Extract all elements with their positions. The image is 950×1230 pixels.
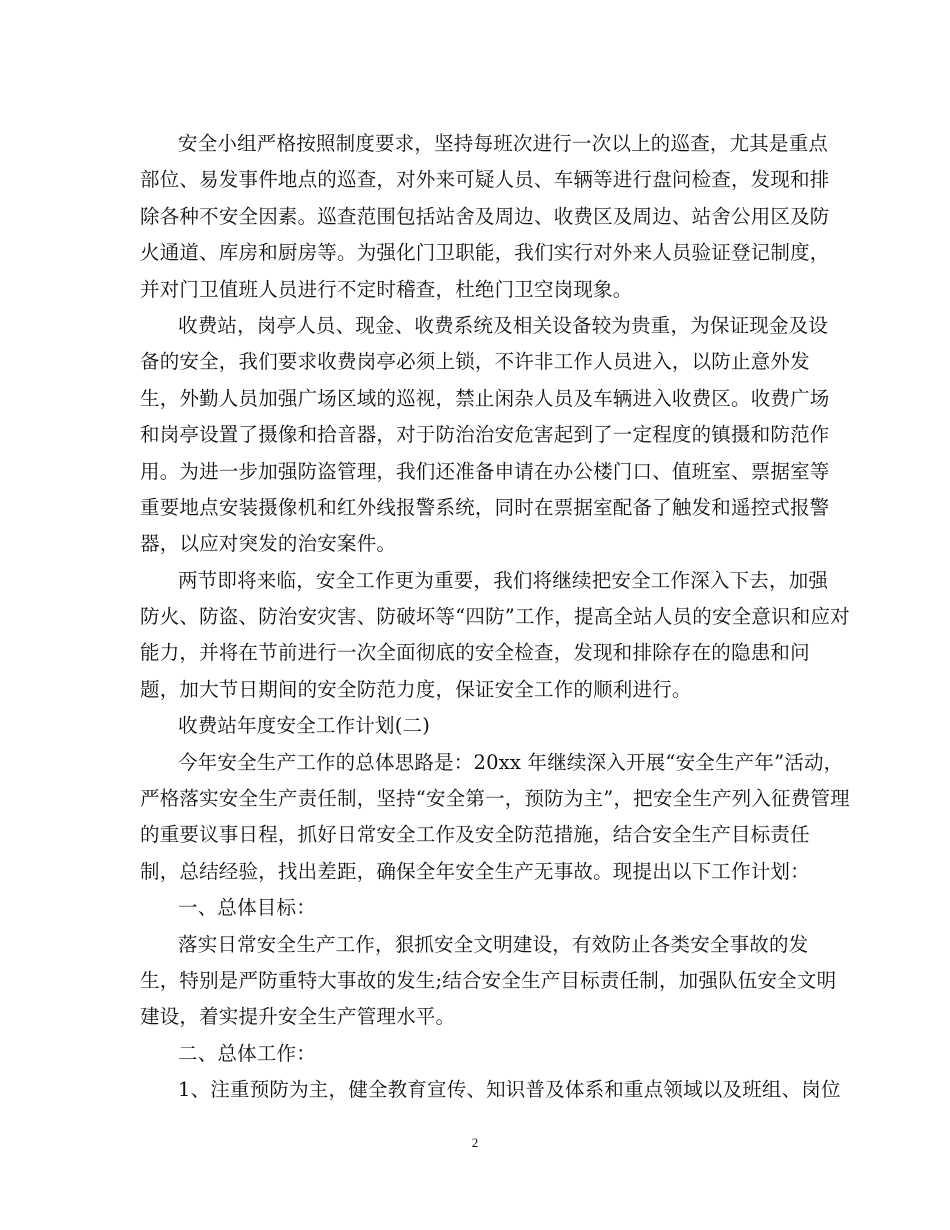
- paragraph-line: 能力，并将在节前进行一次全面彻底的安全检查，发现和排除存在的隐患和问: [140, 641, 810, 665]
- paragraph-line: 生，特别是严防重特大事故的发生;结合安全生产目标责任制，加强队伍安全文明: [140, 968, 837, 992]
- paragraph-line: 安全小组严格按照制度要求，坚持每班次进行一次以上的巡查，尤其是重点: [178, 132, 829, 155]
- paragraph-line: 器，以应对突发的治安案件。: [140, 532, 397, 556]
- paragraph-line: 严格落实安全生产责任制，坚持“安全第一，预防为主”，把安全生产列入征费管理: [140, 787, 850, 811]
- paragraph-line: 的重要议事日程，抓好日常安全工作及安全防范措施，结合安全生产目标责任: [140, 823, 810, 847]
- paragraph-line: 两节即将来临，安全工作更为重要，我们将继续把安全工作深入下去，加强: [178, 568, 829, 592]
- paragraph-line: 生，外勤人员加强广场区域的巡视，禁止闲杂人员及车辆进入收费区。收费广场: [140, 386, 830, 410]
- paragraph-line: 制，总结经验，找出差距，确保全年安全生产无事故。现提出以下工作计划：: [140, 859, 810, 883]
- paragraph-line: 建设，着实提升安全生产管理水平。: [140, 1005, 456, 1029]
- paragraph-line: 1、注重预防为主，健全教育宣传、知识普及体系和重点领域以及班组、岗位: [178, 1078, 841, 1102]
- paragraph-line: 除各种不安全因素。巡查范围包括站舍及周边、收费区及周边、站舍公用区及防: [140, 204, 830, 228]
- paragraph-line: 重要地点安装摄像机和红外线报警系统，同时在票据室配备了触发和遥控式报警: [140, 495, 830, 519]
- paragraph-line: 和岗亭设置了摄像和拾音器，对于防治治安危害起到了一定程度的镇摄和防范作: [140, 423, 830, 447]
- paragraph-line: 部位、易发事件地点的巡查，对外来可疑人员、车辆等进行盘问检查，发现和排: [140, 168, 830, 192]
- page-number: 2: [471, 1135, 479, 1150]
- section-heading: 一、总体目标：: [178, 896, 316, 920]
- paragraph-line: 防火、防盗、防治安灾害、防破坏等“四防”工作，提高全站人员的安全意识和应对: [140, 605, 850, 629]
- paragraph-line: 并对门卫值班人员进行不定时稽查，杜绝门卫空岗现象。: [140, 277, 633, 301]
- paragraph-line: 火通道、库房和厨房等。为强化门卫职能，我们实行对外来人员验证登记制度，: [140, 241, 830, 265]
- paragraph-line: 收费站，岗亭人员、现金、收费系统及相关设备较为贵重，为保证现金及设: [178, 313, 829, 337]
- paragraph-line: 用。为进一步加强防盗管理，我们还准备申请在办公楼门口、值班室、票据室等: [140, 459, 830, 483]
- section-heading: 二、总体工作：: [178, 1041, 316, 1065]
- document-body: [140, 126, 850, 1109]
- paragraph-line: 备的安全，我们要求收费岗亭必须上锁，不许非工作人员进入，以防止意外发: [140, 350, 810, 374]
- paragraph-line: 落实日常安全生产工作，狠抓安全文明建设，有效防止各类安全事故的发: [178, 932, 809, 956]
- paragraph-line: 题，加大节日期间的安全防范力度，保证安全工作的顺利进行。: [140, 677, 692, 701]
- paragraph-line: 今年安全生产工作的总体思路是：20xx 年继续深入开展“安全生产年”活动，: [178, 750, 844, 774]
- section-title: 收费站年度安全工作计划(二): [178, 714, 431, 738]
